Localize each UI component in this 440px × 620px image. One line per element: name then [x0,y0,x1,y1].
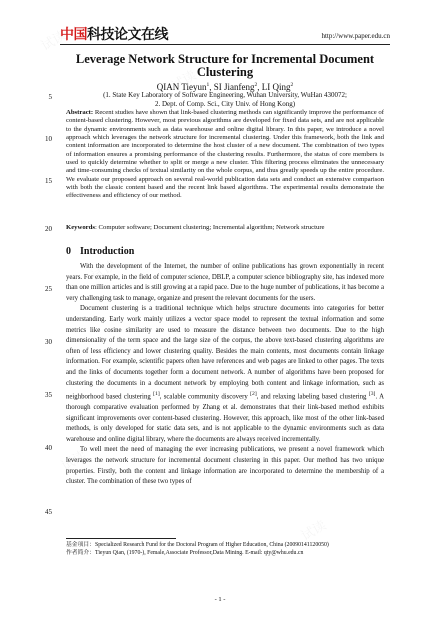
keywords-label: Keywords [66,224,95,231]
line-number: 40 [45,444,52,452]
affiliation-2: 2. Dept. of Comp. Sci., City Univ. of Hong Kong) [154,100,296,108]
site-logo[interactable] [60,24,168,44]
paragraph: With the development of the Internet, the number of online publications has grown exponentially in recent years. For example, in the field of computer science, DBLP, a computer science bibliography site, has indexed more than one million articles and is still growing at a rapid pace. Due to the huge number of publications, it has become a very challenging task to manage, organize and present the relevant documents for the users. [66,263,384,302]
keywords [66,224,384,232]
footnote-divider [66,538,176,539]
keywords-text: : Computer software; Document clustering; Incremental algorithm; Network structure [94,224,325,231]
footnote-funding: 基金项目：Specialized Research Fund for the Doctoral Program of Higher Education, China (20090141120050) [66,542,329,548]
citation[interactable]: [2] [250,391,257,398]
header-url[interactable]: http://www.paper.edu.cn [321,32,390,40]
section-title: Introduction [80,246,135,257]
abstract [66,109,384,201]
page-header [60,24,390,46]
header-divider [60,44,390,45]
abstract-label: Abstract: [66,109,94,116]
author-2-affil: 2 [254,82,258,88]
watermark [297,515,329,544]
logo-black-text: 科技论文在线 [87,27,168,43]
line-number: 15 [45,177,52,185]
footnote-author: 作者简介：Tieyun Qian, (1970-), Female,Associate Professor,Data Mining. E-mail: qty@whu.edu.cn [66,550,304,556]
abstract-text: Recent studies have shown that link-based clustering methods can significantly improve the performance of content-based clustering. However, most previous algorithms are developed for fixed data sets, and are not applicable to the dynamic environments such as data warehouse and online digital library. In this paper, we introduce a novel approach which leverages the network structure for incremental clustering. Under this framework, both the link and content information are incorporated to determine the host cluster of a new document. The combination of two types of information ensures a promising performance of the clustering results. Furthermore, the status of core members is used to quickly determine whether to split or merge a new cluster. This filtering process eliminates the unnecessary and time-consuming checks of textual similarity on the whole corpus, and thus greatly speeds up the entire procedure. We evaluate our proposed approach on several real-world publication data sets and conduct an extensive comparison with both the classic content based and the recent link based algorithms. The experimental results demonstrate the effectiveness and efficiency of our method. [66,109,384,200]
section-number: 0 [66,246,71,257]
author-1: QIAN Tieyun [156,82,207,92]
author-2: SI Jianfeng [213,82,255,92]
footnotes [66,541,386,557]
affiliation-1: (1. State Key Laboratory of Software Engineering, Wuhan University, WuHan 430072; [103,91,347,99]
citation[interactable]: [3] [368,391,376,398]
citation[interactable]: [1] [153,391,160,398]
author-3: LI Qing [261,82,291,92]
paragraph-text: Document clustering is a traditional technique which helps structure documents into categories for better understanding. Early work mainly utilizes a vector space model to represent the textual information and some metrics like cosine similarity are used to measure the distance between two documents. Due to the high dimensionality of the term space and the large size of the corpus, the above text-based clustering algorithms are often of less efficiency and lower clustering quality. Besides the main contents, most documents contain linkage information. For example, scientific papers often have references and web pages are linked to other pages. The texts and the links of documents together form a document network. A number of algorithms have been proposed for clustering the documents in a document network by employing both content and linkage information, such as neighborhood based clustering [66,305,384,401]
paragraph: To well meet the need of managing the ever increasing publications, we present a novel framework which leverages the network structure for incremental document clustering in this paper. Our method has two unique properties. Firstly, both the content and linkage information are incorporated to determine the membership of a cluster. The combination of these two types of [66,446,384,486]
paragraph [66,304,384,445]
line-number: 45 [45,508,52,516]
page-number: - 1 - [214,596,226,603]
paragraph-text: , scalable community discovery [159,393,248,401]
line-number: 10 [45,135,52,143]
body-text [66,262,384,488]
author-1-affil: 1 [206,82,210,88]
paragraph-text: . A thorough comparative evaluation performed by Zhang et al. demonstrates that their link-based method exhibits significant improvements over content-based clustering. However, this approach, like most of the other link-based methods, is only developed for static data sets, and is not applicable to the dynamic environments such as data warehouse and online digital library, where the documents are always received incrementally. [66,393,385,443]
paper-title: Leverage Network Structure for Incremental Document Clustering [75,52,375,79]
line-number: 30 [45,338,52,346]
paragraph-text: , and relaxing labeling based clustering [256,393,367,401]
logo-red-text: 中国 [60,27,87,43]
section-heading [66,246,143,257]
author-3-affil: 2 [290,82,294,88]
affiliations [60,91,390,109]
line-number: 25 [45,285,52,293]
line-number: 5 [48,93,52,101]
line-number: 20 [45,225,52,233]
author-line: QIAN Tieyun$^1$, SI Jianfeng$^2$, LI Qing$^2$ [156,82,294,92]
line-number: 35 [45,391,52,399]
